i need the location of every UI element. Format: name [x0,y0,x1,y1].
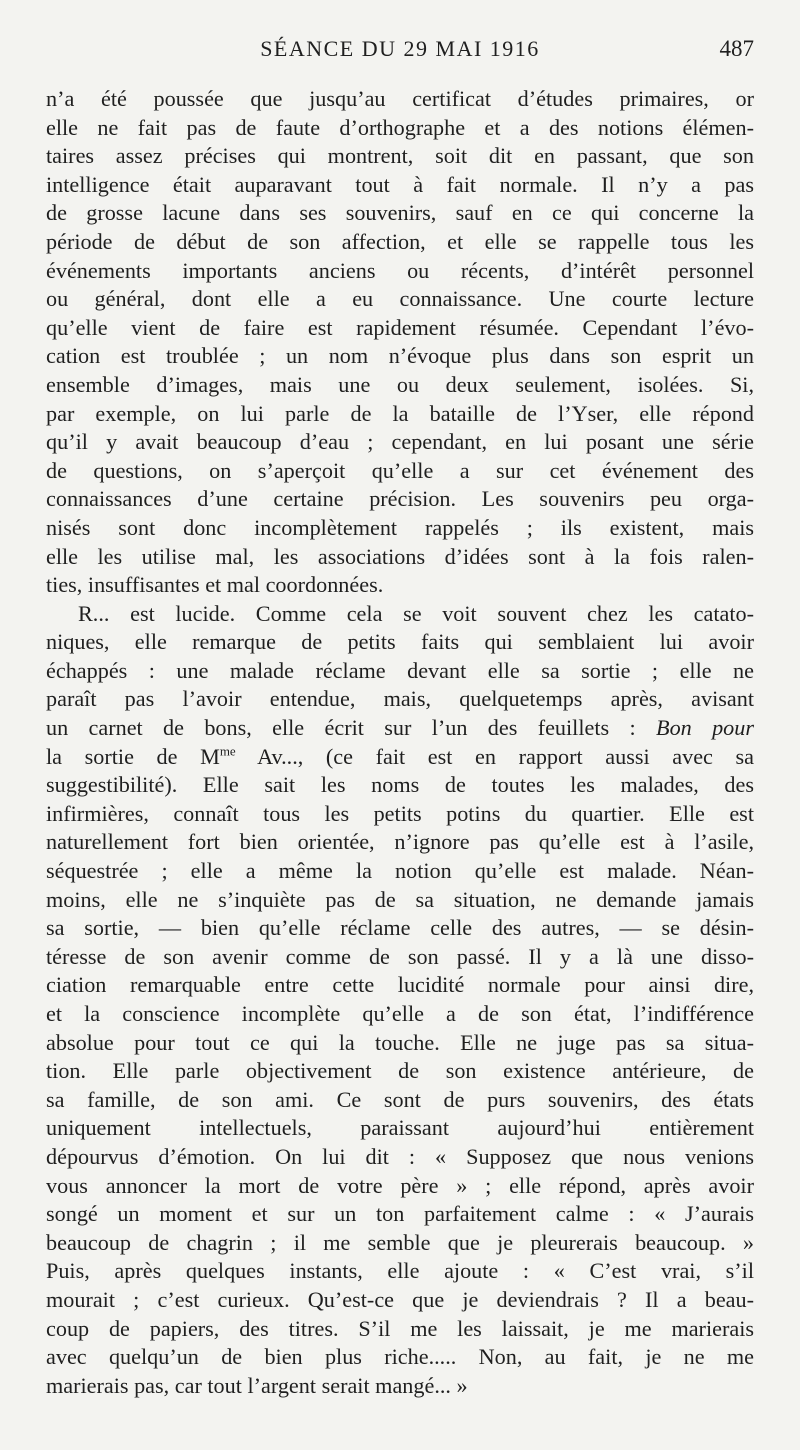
text-fragment: Av..., (ce fait est en rapport aussi avec sa [235,743,754,769]
text-fragment: un carnet de bons, elle écrit sur l’un des feuillets : [46,715,636,741]
text-line: uniquement intellectuels, paraissant aujourd’hui entièrement [46,1115,754,1141]
text-line: et la conscience incomplète qu’elle a de son état, l’indifférence [46,1001,754,1026]
text-line: période de début de son affection, et elle se rappelle tous les [46,228,754,254]
text-line: ou général, dont elle a eu connaissance. Une courte lecture [46,286,754,312]
page-header [46,36,754,70]
running-title: SÉANCE DU 29 MAI 1916 [260,36,540,61]
text-line: connaissances d’une certaine précision. Les souvenirs peu orga- [46,486,754,512]
text-line: vous annoncer la mort de votre père » ; elle répond, après avoir [46,1172,754,1198]
text-fragment: la sortie de M [46,743,220,769]
text-line: marierais pas, car tout l’argent serait mangé... » [46,1372,468,1398]
text-line: elle les utilise mal, les associations d’idées sont à la fois ralen- [46,543,754,569]
text-line: elle ne fait pas de faute d’orthographe et a des notions élémen- [46,114,754,140]
text-line: qu’il y avait beaucoup d’eau ; cependant, en lui posant une série [46,429,754,455]
text-line [46,714,754,743]
text-line: moins, elle ne s’inquiète pas de sa situation, ne demande jamais [46,886,754,912]
text-line: ciation remarquable entre cette lucidité normale pour ainsi dire, [46,972,754,998]
text-line: n’a été poussée que jusqu’au certificat d’études primaires, or [46,86,754,111]
text-line: de grosse lacune dans ses souvenirs, sauf en ce qui concerne la [46,200,754,226]
page-number: 487 [719,36,754,61]
text-line: ties, insuffisantes et mal coordonnées. [46,572,384,598]
text-line: sa sortie, — bien qu’elle réclame celle des autres, — se désin- [46,915,754,941]
text-line: par exemple, on lui parle de la bataille de l’Yser, elle répond [46,400,754,426]
text-line: nisés sont donc incomplètement rappelés ; ils existent, mais [46,514,754,540]
italic-text: Bon pour [656,715,755,741]
text-line: Puis, après quelques instants, elle ajoute : « C’est vrai, s’il [46,1258,754,1284]
text-line: événements importants anciens ou récents, d’intérêt personnel [46,257,754,283]
text-line: infirmières, connaît tous les petits potins du quartier. Elle est [46,800,754,826]
text-line: dépourvus d’émotion. On lui dit : « Supposez que nous venions [46,1143,754,1169]
text-line: niques, elle remarque de petits faits qui semblaient lui avoir [46,629,754,655]
body-text [46,85,754,1400]
text-line: avec quelqu’un de bien plus riche..... Non, au fait, je ne me [46,1344,754,1370]
text-line: R... est lucide. Comme cela se voit souvent chez les catato- [78,600,754,626]
text-line: paraît pas l’avoir entendue, mais, quelquetemps après, avisant [46,686,754,712]
text-line: échappés : une malade réclame devant elle sa sortie ; elle ne [46,657,754,683]
text-line: ensemble d’images, mais une ou deux seulement, isolées. Si, [46,371,754,397]
text-line: intelligence était auparavant tout à fait normale. Il n’y a pas [46,171,754,197]
text-line: cation est troublée ; un nom n’évoque plus dans son esprit un [46,343,754,369]
superscript: me [219,743,236,759]
text-line: tion. Elle parle objectivement de son existence antérieure, de [46,1058,754,1084]
text-line: naturellement fort bien orientée, n’ignore pas qu’elle est à l’asile, [46,829,754,855]
text-line: qu’elle vient de faire est rapidement résumée. Cependant l’évo- [46,314,754,340]
text-line: coup de papiers, des titres. S’il me les laissait, je me marierais [46,1315,754,1341]
text-line: mourait ; c’est curieux. Qu’est-ce que je deviendrais ? Il a beau- [46,1286,754,1312]
text-line: sa famille, de son ami. Ce sont de purs souvenirs, des états [46,1086,754,1112]
text-line: de questions, on s’aperçoit qu’elle a sur cet événement des [46,457,754,483]
text-line: absolue pour tout ce qui la touche. Elle ne juge pas sa situa- [46,1029,754,1055]
text-line: séquestrée ; elle a même la notion qu’elle est malade. Néan- [46,858,754,884]
text-line: suggestibilité). Elle sait les noms de toutes les malades, des [46,772,754,798]
text-line: téresse de son avenir comme de son passé. Il y a là une disso- [46,943,754,969]
text-line [46,743,754,772]
text-line: songé un moment et sur un ton parfaitement calme : « J’aurais [46,1201,754,1227]
text-line: taires assez précises qui montrent, soit dit en passant, que son [46,143,754,169]
text-line: beaucoup de chagrin ; il me semble que je pleurerais beaucoup. » [46,1229,754,1255]
